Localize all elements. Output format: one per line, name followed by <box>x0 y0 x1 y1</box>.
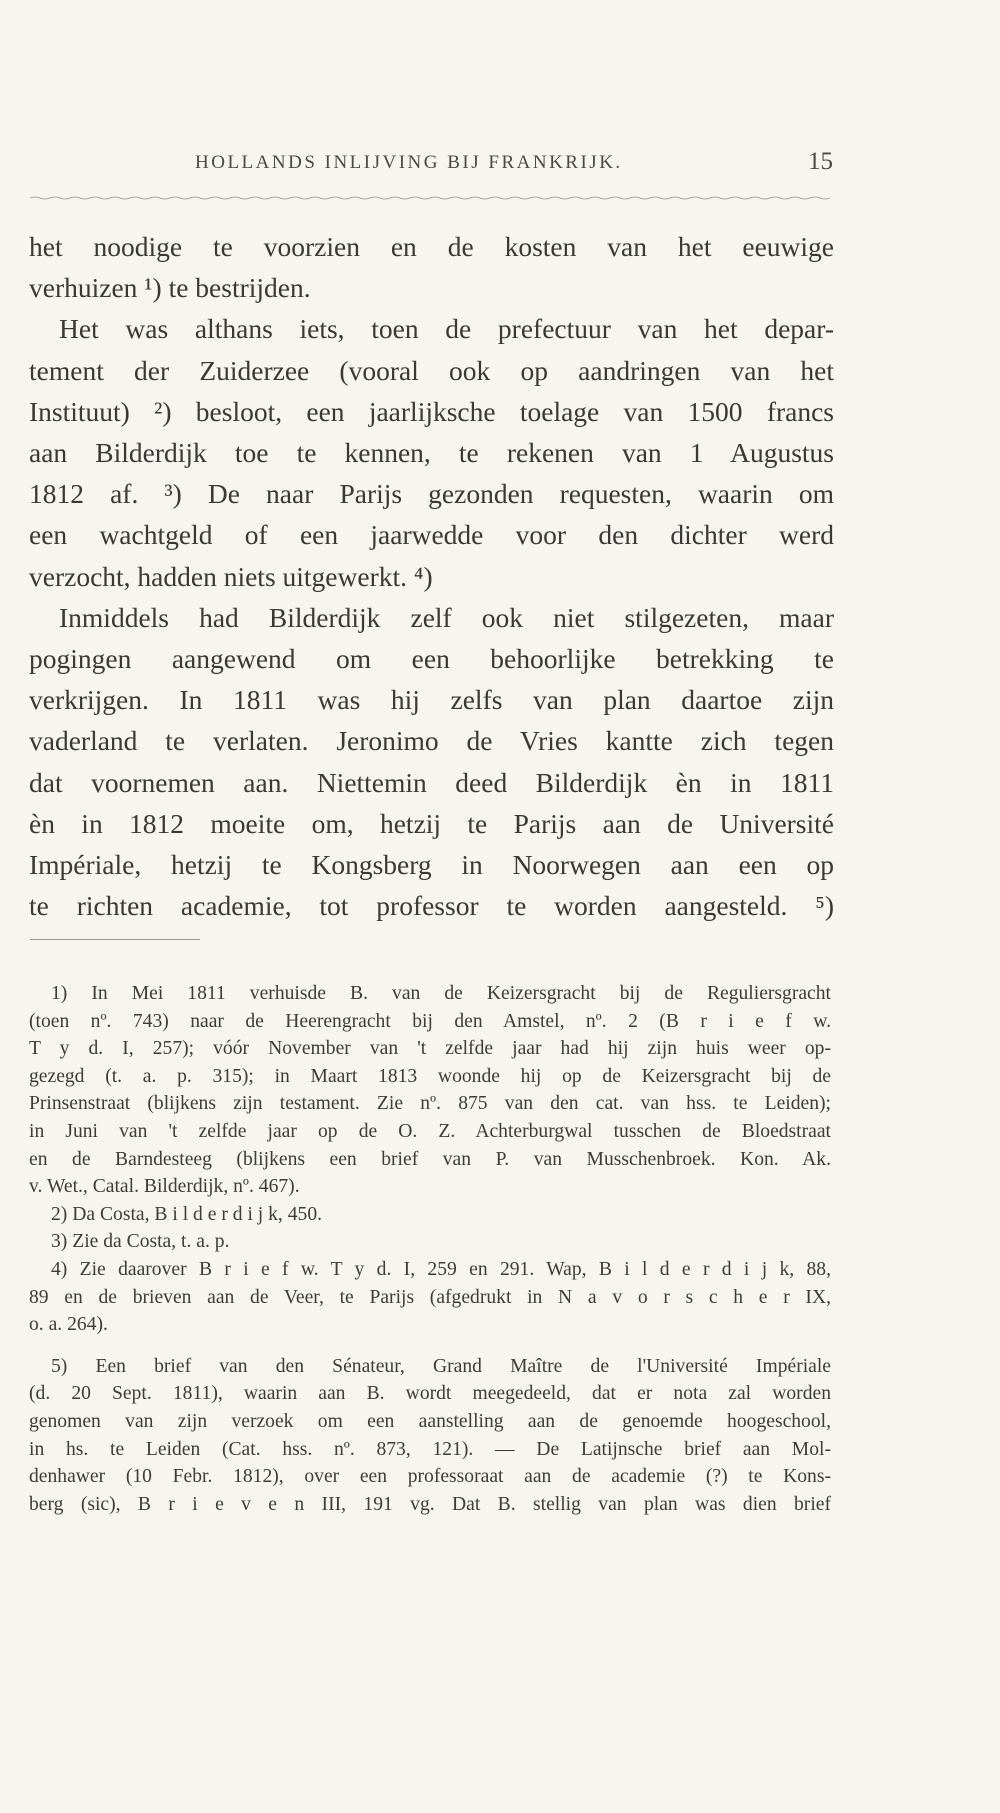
footnote-line: gezegd (t. a. p. 315); in Maart 1813 woonde hij op de Keizersgracht bij de <box>29 1065 831 1087</box>
body-line: te richten academie, tot professor te worden aangesteld. ⁵) <box>29 890 834 922</box>
body-text <box>29 226 834 926</box>
footnote-line: 5) Een brief van den Sénateur, Grand Maître de l'Université Impériale <box>51 1355 831 1377</box>
body-line: Het was althans iets, toen de prefectuur van het depar- <box>59 313 834 345</box>
footnote-line: 2) Da Costa, B i l d e r d i j k, 450. <box>51 1203 323 1225</box>
footnote-line: 3) Zie da Costa, t. a. p. <box>51 1231 230 1253</box>
body-line: Inmiddels had Bilderdijk zelf ook niet stilgezeten, maar <box>59 601 834 633</box>
body-line: 1812 af. ³) De naar Parijs gezonden requesten, waarin om <box>29 478 834 510</box>
body-line: verhuizen ¹) te bestrijden. <box>29 272 311 304</box>
footnote-line: en de Barndesteeg (blijkens een brief van P. van Musschenbroek. Kon. Ak. <box>29 1148 831 1170</box>
page-number: 15 <box>808 148 833 175</box>
footnote-line: 1) In Mei 1811 verhuisde B. van de Keizersgracht bij de Reguliersgracht <box>51 983 831 1004</box>
footnote-line: (d. 20 Sept. 1811), waarin aan B. wordt meegedeeld, dat er nota zal worden <box>29 1383 831 1405</box>
body-line: tement der Zuiderzee (vooral ook op aandringen van het <box>29 354 834 386</box>
running-head <box>30 148 833 182</box>
body-line: het noodige te voorzien en de kosten van het eeuwige <box>29 231 834 262</box>
footnote-line: T y d. I, 257); vóór November van 't zelfde jaar had hij zijn huis weer op- <box>29 1038 831 1060</box>
footnote-line: denhawer (10 Febr. 1812), over een professoraat aan de academie (?) te Kons- <box>29 1466 831 1488</box>
footnote-line: in hs. te Leiden (Cat. hss. nº. 873, 121). — De Latijnsche brief aan Mol- <box>29 1438 831 1460</box>
footnote-line: in Juni van 't zelfde jaar op de O. Z. Achterburgwal tusschen de Bloedstraat <box>29 1120 831 1142</box>
footnote-line: (toen nº. 743) naar de Heerengracht bij den Amstel, nº. 2 (B r i e f w. <box>29 1010 831 1032</box>
footnotes <box>29 980 831 1518</box>
footnote-separator <box>30 939 200 940</box>
body-line: èn in 1812 moeite om, hetzij te Parijs aan de Université <box>29 807 834 839</box>
footnote-line: o. a. 264). <box>29 1314 108 1336</box>
body-line: aan Bilderdijk toe te kennen, te rekenen van 1 Augustus <box>29 437 834 469</box>
body-line: vaderland te verlaten. Jeronimo de Vries kantte zich tegen <box>29 725 834 757</box>
footnote-line: 4) Zie daarover B r i e f w. T y d. I, 259 en 291. Wap, B i l d e r d i j k, 88, <box>51 1258 831 1280</box>
footnote-line: berg (sic), B r i e v e n III, 191 vg. Dat B. stellig van plan was dien brief <box>29 1493 831 1515</box>
body-line: dat voornemen aan. Niettemin deed Bilderdijk èn in 1811 <box>29 766 834 798</box>
body-line: Impériale, hetzij te Kongsberg in Noorwegen aan een op <box>29 849 834 881</box>
footnote-line: genomen van zijn verzoek om een aanstelling aan de genoemde hoogeschool, <box>29 1410 831 1432</box>
body-line: Instituut) ²) besloot, een jaarlijksche toelage van 1500 francs <box>29 395 834 427</box>
footnote-line: Prinsenstraat (blijkens zijn testament. Zie nº. 875 van den cat. van hss. te Leiden); <box>29 1093 831 1115</box>
body-line: pogingen aangewend om een behoorlijke betrekking te <box>29 643 834 675</box>
body-line: verkrijgen. In 1811 was hij zelfs van plan daartoe zijn <box>29 684 834 716</box>
running-title: HOLLANDS INLIJVING BIJ FRANKRIJK. <box>195 152 623 173</box>
footnote-line: v. Wet., Catal. Bilderdijk, nº. 467). <box>29 1176 300 1198</box>
header-wavy-rule <box>30 196 830 200</box>
body-line: verzocht, hadden niets uitgewerkt. ⁴) <box>29 560 433 592</box>
footnote-line: 89 en de brieven aan de Veer, te Parijs (afgedrukt in N a v o r s c h e r IX, <box>29 1286 831 1308</box>
body-line: een wachtgeld of een jaarwedde voor den dichter werd <box>29 519 834 551</box>
